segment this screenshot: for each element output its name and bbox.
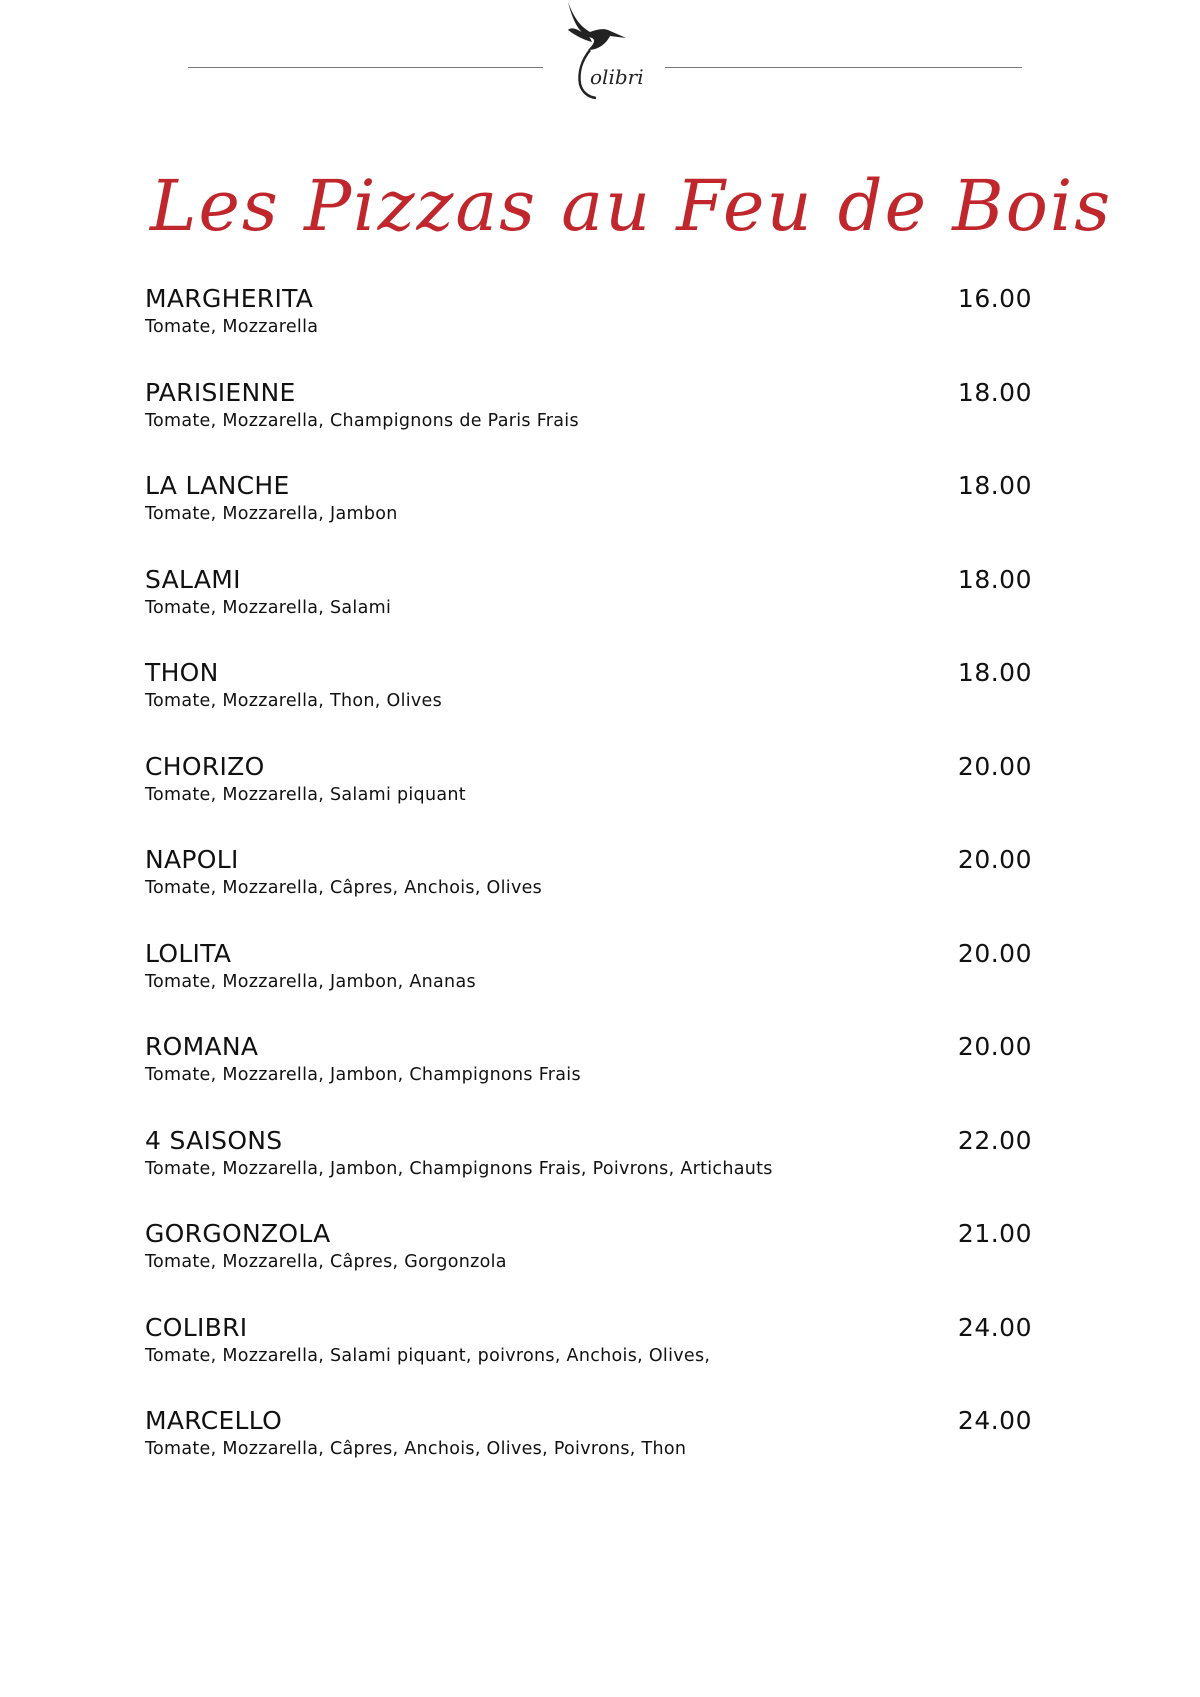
item-price: 20.00 bbox=[957, 845, 1032, 874]
item-name: 4 SAISONS bbox=[145, 1125, 283, 1155]
item-name: LA LANCHE bbox=[145, 471, 290, 500]
item-description: Tomate, Mozzarella, Jambon bbox=[145, 504, 398, 524]
colibri-logo bbox=[560, 0, 650, 105]
item-name: MARCELLO bbox=[145, 1406, 283, 1435]
item-name: COLIBRI bbox=[145, 1312, 248, 1342]
item-description: Tomate, Mozzarella, Câpres, Gorgonzola bbox=[145, 1252, 507, 1272]
item-price: 18.00 bbox=[957, 564, 1032, 594]
item-description: Tomate, Mozzarella, Câpres, Anchois, Olives bbox=[145, 878, 543, 898]
hummingbird-icon bbox=[560, 0, 650, 105]
item-price: 16.00 bbox=[957, 284, 1032, 313]
item-price: 20.00 bbox=[957, 1032, 1032, 1061]
item-description: Tomate, Mozzarella, Jambon, Ananas bbox=[145, 971, 476, 992]
item-description: Tomate, Mozzarella, Jambon, Champignons Frais bbox=[145, 1065, 581, 1085]
item-price: 18.00 bbox=[957, 471, 1032, 500]
item-description: Tomate, Mozzarella, Jambon, Champignons Frais, Poivrons, Artichauts bbox=[145, 1158, 773, 1179]
menu-item bbox=[145, 845, 1032, 939]
item-price: 24.00 bbox=[957, 1406, 1032, 1435]
item-name: NAPOLI bbox=[145, 845, 239, 874]
menu-item bbox=[145, 1313, 1032, 1407]
item-price: 18.00 bbox=[957, 658, 1032, 687]
item-description: Tomate, Mozzarella, Champignons de Paris Frais bbox=[145, 410, 579, 431]
menu-item bbox=[145, 378, 1032, 472]
pizza-menu-list bbox=[145, 284, 1032, 1500]
item-name: MARGHERITA bbox=[145, 284, 314, 313]
item-description: Tomate, Mozzarella, Thon, Olives bbox=[145, 691, 443, 711]
item-description: Tomate, Mozzarella, Câpres, Anchois, Olives, Poivrons, Thon bbox=[145, 1439, 687, 1459]
menu-item bbox=[145, 1406, 1032, 1500]
menu-item bbox=[145, 284, 1032, 378]
item-description: Tomate, Mozzarella, Salami bbox=[145, 597, 392, 618]
item-description: Tomate, Mozzarella bbox=[145, 317, 319, 337]
menu-item bbox=[145, 1126, 1032, 1220]
item-price: 20.00 bbox=[957, 938, 1032, 968]
header-rule-left bbox=[188, 67, 543, 68]
item-name: ROMANA bbox=[145, 1032, 259, 1061]
item-name: SALAMI bbox=[145, 564, 241, 594]
menu-item bbox=[145, 565, 1032, 659]
item-name: GORGONZOLA bbox=[145, 1219, 331, 1248]
svg-text:olibri: olibri bbox=[590, 65, 644, 89]
item-price: 22.00 bbox=[957, 1125, 1032, 1155]
menu-item bbox=[145, 1032, 1032, 1126]
menu-item bbox=[145, 939, 1032, 1033]
menu-item bbox=[145, 752, 1032, 846]
header-rule-right bbox=[665, 67, 1022, 68]
item-price: 20.00 bbox=[957, 751, 1032, 781]
item-name: CHORIZO bbox=[145, 751, 265, 781]
menu-item bbox=[145, 1219, 1032, 1313]
item-name: LOLITA bbox=[145, 938, 232, 968]
item-name: THON bbox=[145, 658, 219, 687]
item-price: 21.00 bbox=[957, 1219, 1032, 1248]
menu-item bbox=[145, 658, 1032, 752]
menu-item bbox=[145, 471, 1032, 565]
page-title: Les Pizzas au Feu de Bois bbox=[150, 164, 1113, 247]
item-description: Tomate, Mozzarella, Salami piquant bbox=[145, 784, 466, 805]
item-description: Tomate, Mozzarella, Salami piquant, poivrons, Anchois, Olives, bbox=[145, 1345, 711, 1366]
item-price: 18.00 bbox=[957, 377, 1032, 407]
item-name: PARISIENNE bbox=[145, 377, 296, 407]
item-price: 24.00 bbox=[957, 1312, 1032, 1342]
